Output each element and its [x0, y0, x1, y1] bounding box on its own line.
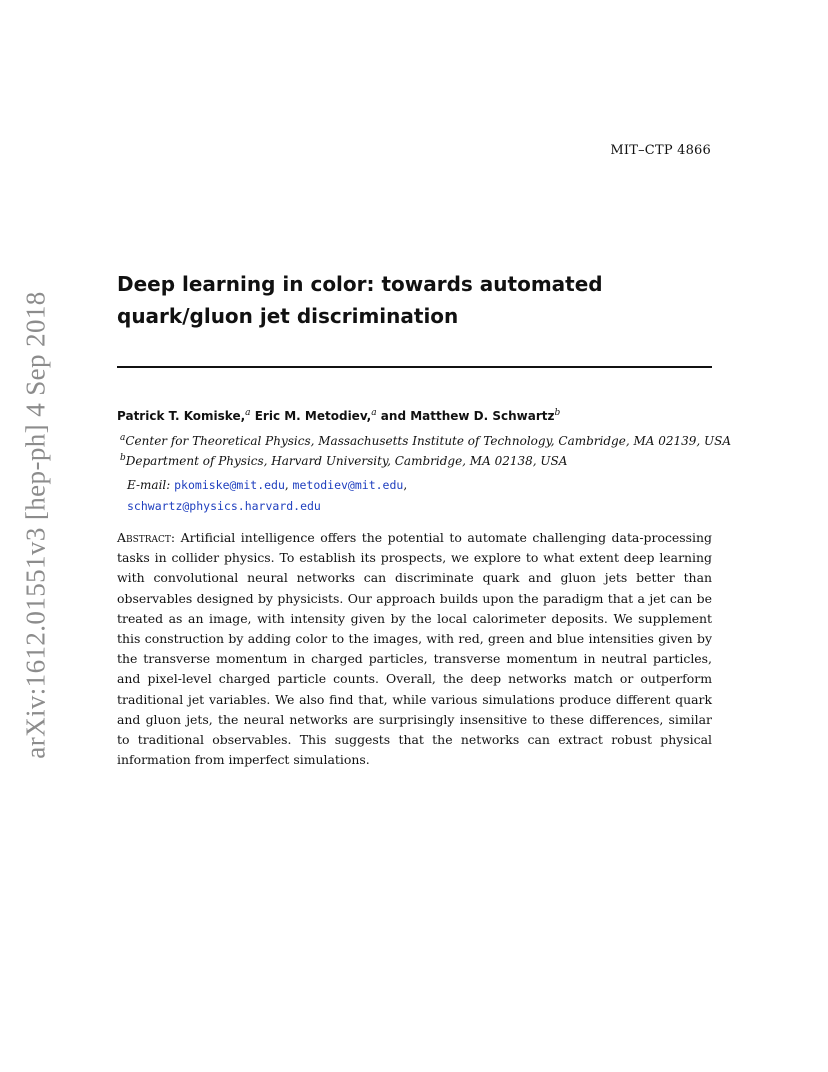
affiliation-b: [120, 453, 720, 468]
email-label: E-mail:: [127, 478, 171, 492]
author-affil-mark: a: [245, 408, 251, 418]
arxiv-identifier-stamp: arXiv:1612.01551v3 [hep-ph] 4 Sep 2018: [20, 291, 51, 759]
author-affil-mark: b: [554, 408, 561, 418]
abstract-text: Artificial intelligence offers the potential to automate challenging data-processing tasks in collider physics. To establish its prospects, we explore to what extent deep learning with convolutional neural networks can discriminate quark and gluon jets better than observables designed by physicists. Our approach builds upon the paradigm that a jet can be treated as an image, with intensity given by the local calorimeter deposits. We supplement this construction by adding color to the images, with red, green and blue intensities given by the transverse momentum in charged particles, transverse momentum in neutral particles, and pixel-level charged particle counts. Overall, the deep networks match or outperform traditional jet variables. We also find that, while various simulations produce different quark and gluon jets, the neural networks are surprisingly insensitive to these differences, similar to traditional observables. This suggests that the networks can extract robust physical information from imperfect simulations.: [117, 530, 712, 768]
report-number: MIT–CTP 4866: [610, 143, 711, 158]
affiliation-mark: b: [120, 453, 126, 463]
affiliation-text: Center for Theoretical Physics, Massachusetts Institute of Technology, Cambridge, MA 02139, USA: [125, 434, 732, 448]
author-list: [117, 408, 717, 423]
email-link-schwartz[interactable]: schwartz@physics.harvard.edu: [127, 499, 321, 513]
author-affil-mark: a: [371, 408, 377, 418]
author-name: Patrick T. Komiske,: [117, 409, 246, 423]
abstract-label: Abstract:: [117, 530, 176, 545]
email-link-metodiev[interactable]: metodiev@mit.edu: [292, 478, 404, 492]
author-name: Eric M. Metodiev,: [254, 409, 372, 423]
email-block: E-mail: pkomiske@mit.edu, metodiev@mit.edu, schwartz@physics.harvard.edu: [127, 478, 408, 513]
affiliation-a: [120, 433, 732, 448]
email-link-komiske[interactable]: pkomiske@mit.edu: [174, 478, 285, 492]
affiliation-text: Department of Physics, Harvard University, Cambridge, MA 02138, USA: [125, 454, 568, 468]
author-conjunction: and: [380, 409, 407, 423]
abstract: [117, 528, 712, 770]
author-name: Matthew D. Schwartz: [410, 409, 555, 423]
title-rule: [117, 366, 712, 368]
paper-title: Deep learning in color: towards automated quark/gluon jet discrimination: [117, 272, 603, 328]
affiliation-mark: a: [120, 433, 126, 443]
